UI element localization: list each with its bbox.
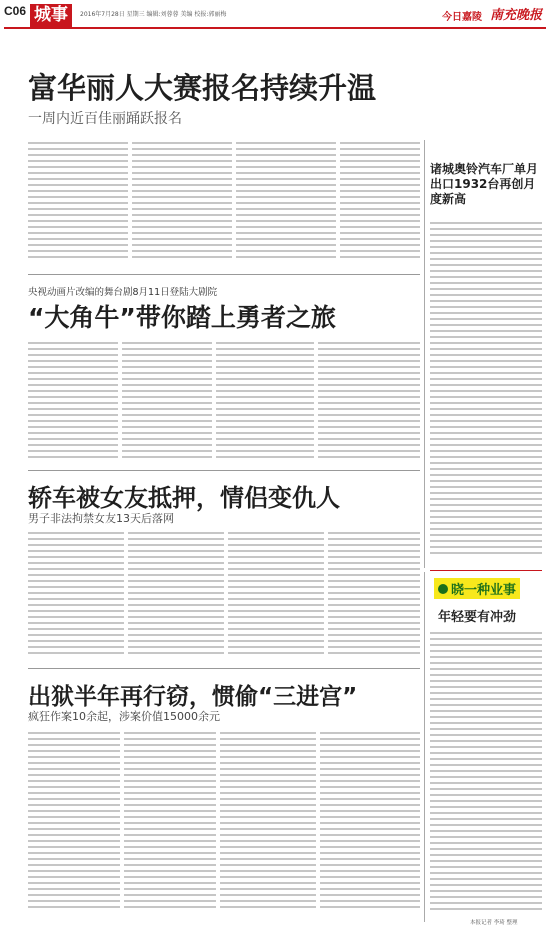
column-divider [424,140,425,568]
article4-body-col3 [220,732,316,912]
article3-body-col1 [28,532,124,658]
article2-kicker: 央视动画片改编的舞台剧8月11日登陆大剧院 [28,287,218,298]
article4-body-col4 [320,732,420,912]
section-divider [28,470,420,471]
article1-title: 富华丽人大赛报名持续升温 [28,71,377,105]
article2-body-col3 [216,342,314,462]
section-divider [28,668,420,669]
article3-title: 轿车被女友抵押，情侣变仇人 [28,484,340,512]
side2-signature: 本报记者 李琦 整理 [470,920,518,926]
section-title: 城事 [30,4,72,27]
column-name: 今日嘉陵 [442,12,482,23]
article3-body-col3 [228,532,324,658]
column-tag-label: 晓一种业事 [451,583,517,598]
article2-body-col2 [122,342,212,462]
side2-title: 年轻要有冲劲 [438,610,517,625]
side2-body [430,632,542,914]
side1-title: 诸城奥铃汽车厂单月出口1932台再创月度新高 [430,162,539,206]
article2-body-col1 [28,342,118,462]
tag-dot-icon [438,584,448,594]
side2-top-rule [430,570,542,571]
newspaper-logo: 南充晚报 [490,8,543,23]
article1-body-col4 [340,142,420,262]
article1-body-col3 [236,142,336,262]
article1-subtitle: 一周内近百佳丽踊跃报名 [28,111,182,127]
article3-subtitle: 男子非法拘禁女友13天后落网 [28,512,174,525]
article1-body-col1 [28,142,128,262]
page-number: C06 [4,4,27,18]
column-divider [424,572,425,922]
side1-body [430,222,542,562]
section-divider [28,274,420,275]
header-rule [4,27,546,29]
article1-body-col2 [132,142,232,262]
article2-body-col4 [318,342,420,462]
article3-body-col2 [128,532,224,658]
edition-info: 2016年7月28日 星期三 编辑:刘蓉蓉 美编 校报:郭丽梅 [80,11,227,18]
article2-title: “大角牛”带你踏上勇者之旅 [28,303,336,332]
article4-body-col2 [124,732,216,912]
article3-body-col4 [328,532,420,658]
article4-subtitle: 疯狂作案10余起，涉案价值15000余元 [28,710,220,723]
column-tag [434,578,520,599]
article4-body-col1 [28,732,120,912]
article4-title: 出狱半年再行窃，惯偷“三进宫” [28,684,358,710]
